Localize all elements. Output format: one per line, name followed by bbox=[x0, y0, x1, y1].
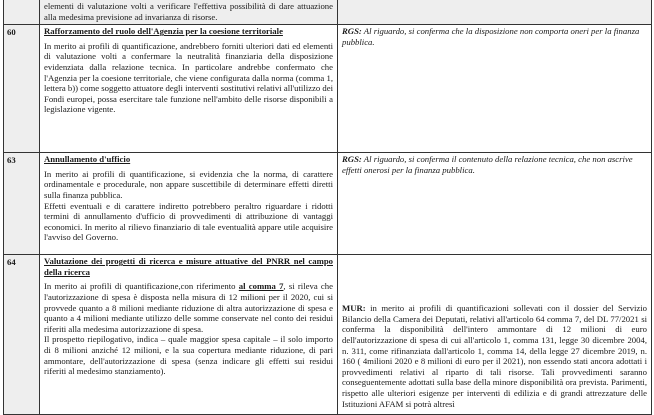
response-text: Al riguardo, si conferma che la disposizione non comporta oneri per la finanza pubblica. bbox=[342, 26, 640, 47]
row-number-cell bbox=[4, 153, 40, 255]
response-label: RGS: bbox=[342, 154, 362, 165]
paragraph: In merito ai profili di quantificazione, si evidenzia che la norma, di carattere ordinamentale e procedurale, non appare suscettibile di determinare effetti diretti sulla finanza pubblica. bbox=[44, 168, 333, 200]
table-row bbox=[4, 25, 652, 153]
article-number: 64 bbox=[7, 257, 16, 268]
row-number-cell bbox=[4, 0, 40, 25]
row-content-cell bbox=[40, 153, 338, 255]
row-response-cell bbox=[338, 0, 652, 25]
paragraph: In merito ai profili di quantificazione,con riferimento al comma 7, si rileva che l'autorizzazione di spesa è disposta nella misura di 12 milioni per il 2020, cui si provvede quanto a 8 milioni mediante riduzione di altra autorizzazione di spesa e quanto a 4 milioni mediante utilizzo delle somme conservate nel conto dei residui riferiti alla medesima autorizzazione di spesa. bbox=[44, 281, 333, 334]
article-title: Rafforzamento del ruolo dell'Agenzia per la coesione territoriale bbox=[44, 26, 283, 37]
row-content-cell bbox=[40, 25, 338, 153]
row-content-cell bbox=[40, 255, 338, 415]
response-label: MUR: bbox=[342, 303, 366, 314]
row-number-cell bbox=[4, 25, 40, 153]
comma-reference: al comma 7 bbox=[238, 281, 284, 292]
response-label: RGS: bbox=[342, 26, 362, 37]
response-text: Al riguardo, si conferma il contenuto della relazione tecnica, che non ascrive effetti onerosi per la finanza pubblica. bbox=[342, 154, 633, 175]
row-response-cell bbox=[338, 153, 652, 255]
row-response-cell bbox=[338, 255, 652, 415]
response-text: in merito ai profili di quantificazioni sollevati con il dossier del Servizio Bilancio della Camera dei Deputati, relativi all'articolo 64 comma 7, del DL 77/2021 si conferma la disponibilità dell'intero ammontare di 12 milioni di euro dell'autorizzazione di spesa di cui all'articolo 1, comma 131, legge 30 dicembre 2004, n. 311, come rifinanziata dall'articolo 1, comma 14, della legge 27 dicembre 2019, n. 160 ( 4milioni 2020 e 8 milioni di euro per il 2021), non essendo stati ancora adottati i provvedimenti relativi al riparto di tali risorse. Tali provvedimenti saranno conseguentemente adottati sulla base della minore disponibilità ora prevista. Parimenti, rispetto alle ulteriori esigenze per interventi di edilizia e di grandi attrezzature delle Istituzioni AFAM si potrà altresì bbox=[342, 303, 647, 409]
paragraph: In merito ai profili di quantificazione, andrebbero forniti ulteriori dati ed elementi di valutazione volti a confermare la neutralità finanziaria della disposizione evidenziata dalla relazione tecnica. In particolare andrebbe confermato che l'Agenzia per la coesione territoriale, che viene configurata dalla norma (comma 1, lettera b)) come soggetto attuatore degli interventi sostitutivi relativi all'utilizzo dei Fondi europei, possa esercitare tale funzione nell'ambito delle risorse disponibili a legislazione vigente. bbox=[44, 40, 333, 115]
table-row bbox=[4, 153, 652, 255]
article-number: 63 bbox=[7, 155, 16, 166]
article-number: 60 bbox=[7, 27, 16, 38]
dossier-table bbox=[3, 0, 652, 415]
paragraph: Effetti eventuali e di carattere indiretto potrebbero peraltro riguardare i ridotti termini di annullamento d'ufficio di provvedimenti di attribuzione di vantaggi economici. In merito al rilievo finanziario di tale eventualità appare utile acquisire l'avviso del Governo. bbox=[44, 200, 333, 243]
paragraph: elementi di valutazione volti a verificare l'effettiva possibilità di dare attuazione alla medesima previsione ad invarianza di risorse. bbox=[44, 1, 333, 22]
row-response-cell bbox=[338, 25, 652, 153]
table-row bbox=[4, 255, 652, 415]
row-content-cell bbox=[40, 0, 338, 25]
article-title: Annullamento d'ufficio bbox=[44, 154, 131, 165]
article-title: Valutazione dei progetti di ricerca e misure attuative del PNRR nel campo della ricerca bbox=[44, 256, 333, 277]
table-row bbox=[4, 0, 652, 25]
paragraph: Il prospetto riepilogativo, indica – quale maggior spesa capitale – il solo importo di 8 milioni anziché 12 milioni, e la sua copertura mediante riduzione, di pari ammontare, dell'autorizzazione di spesa (senza indicare gli effetti sui residui riferiti al medesimo stanziamento). bbox=[44, 334, 333, 377]
row-number-cell bbox=[4, 255, 40, 415]
